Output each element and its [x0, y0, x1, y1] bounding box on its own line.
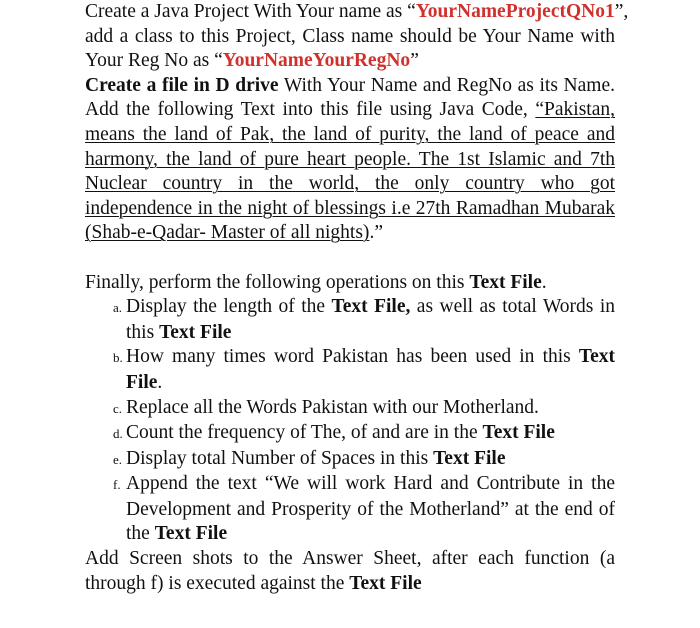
file-instructions-text: With Your Name and RegNo as its Name. Add the following Text into this file using Java Code, — [85, 74, 615, 121]
list-item-text: Count the frequency of The, of and are in the — [126, 422, 483, 444]
list-item-text: Replace all the Words Pakistan with our Motherland. — [126, 396, 539, 418]
list-item — [85, 295, 615, 345]
list-item-text: Display total Number of Spaces in this — [126, 447, 434, 469]
assignment-document — [85, 0, 629, 596]
operations-intro-end: . — [541, 271, 547, 293]
list-item-bold: Text File — [159, 321, 232, 343]
list-item — [85, 421, 615, 447]
list-item-bold: Text File — [482, 422, 555, 444]
file-instructions-paragraph — [85, 74, 615, 246]
list-item-text: . — [157, 371, 163, 393]
paragraph-spacer — [85, 246, 615, 271]
operations-intro-text: Finally, perform the following operations on this — [85, 271, 470, 293]
screenshots-text: Add Screen shots to the Answer Sheet, after each function (a through f) is executed against the — [85, 548, 615, 594]
screenshots-instructions — [85, 547, 615, 596]
list-item — [85, 472, 615, 547]
list-item-text: How many times word Pakistan has been used in this — [126, 346, 579, 368]
intro-paragraph — [85, 0, 629, 74]
list-item-bold: Text File — [154, 523, 228, 545]
list-marker: e. — [113, 451, 123, 467]
list-marker: b. — [113, 350, 123, 366]
list-marker: a. — [113, 300, 123, 316]
screenshots-bold: Text File — [349, 572, 422, 594]
list-item-bold: Text File — [433, 447, 506, 469]
list-item — [85, 447, 615, 473]
operations-intro-bold: Text File — [469, 271, 542, 293]
list-item-bold: Text File — [126, 346, 615, 393]
project-name: YourNameProjectQNo1 — [415, 1, 615, 22]
list-marker: d. — [113, 426, 123, 442]
operations-list — [85, 295, 615, 547]
list-marker: f. — [113, 477, 121, 493]
intro-text-1: Create a Java Project With Your name as “ — [85, 1, 416, 22]
list-marker: c. — [113, 400, 123, 416]
file-instructions-lead: Create a file in D drive — [85, 74, 279, 96]
list-item — [85, 345, 615, 395]
class-name: YourNameYourRegNo — [222, 50, 411, 72]
intro-text-2: ”, add a class to this Project, Class name should be Your Name with Your Reg No as “ — [85, 1, 629, 72]
list-item-text: as well as total Words in this — [126, 296, 615, 343]
intro-text-3: ” — [410, 50, 419, 72]
operations-intro — [85, 271, 615, 296]
file-content-quote: “Pakistan, means the land of Pak, the land of purity, the land of peace and harmony, the land of pure heart people. The 1st Islamic and 7th Nuclear country in the world, the only country who got independence in the night of blessings i.e 27th Ramadhan Mubarak (Shab-e-Qadar- Master of all nights) — [85, 99, 615, 244]
list-item-text: Append the text “We will work Hard and Contribute in the Development and Prosperity of the Motherland” at the end of the — [126, 473, 615, 545]
list-item-text: Display the length of the — [126, 296, 332, 318]
list-item — [85, 396, 615, 422]
file-instructions-end: .” — [369, 222, 383, 244]
list-item-bold: Text File, — [331, 296, 411, 318]
